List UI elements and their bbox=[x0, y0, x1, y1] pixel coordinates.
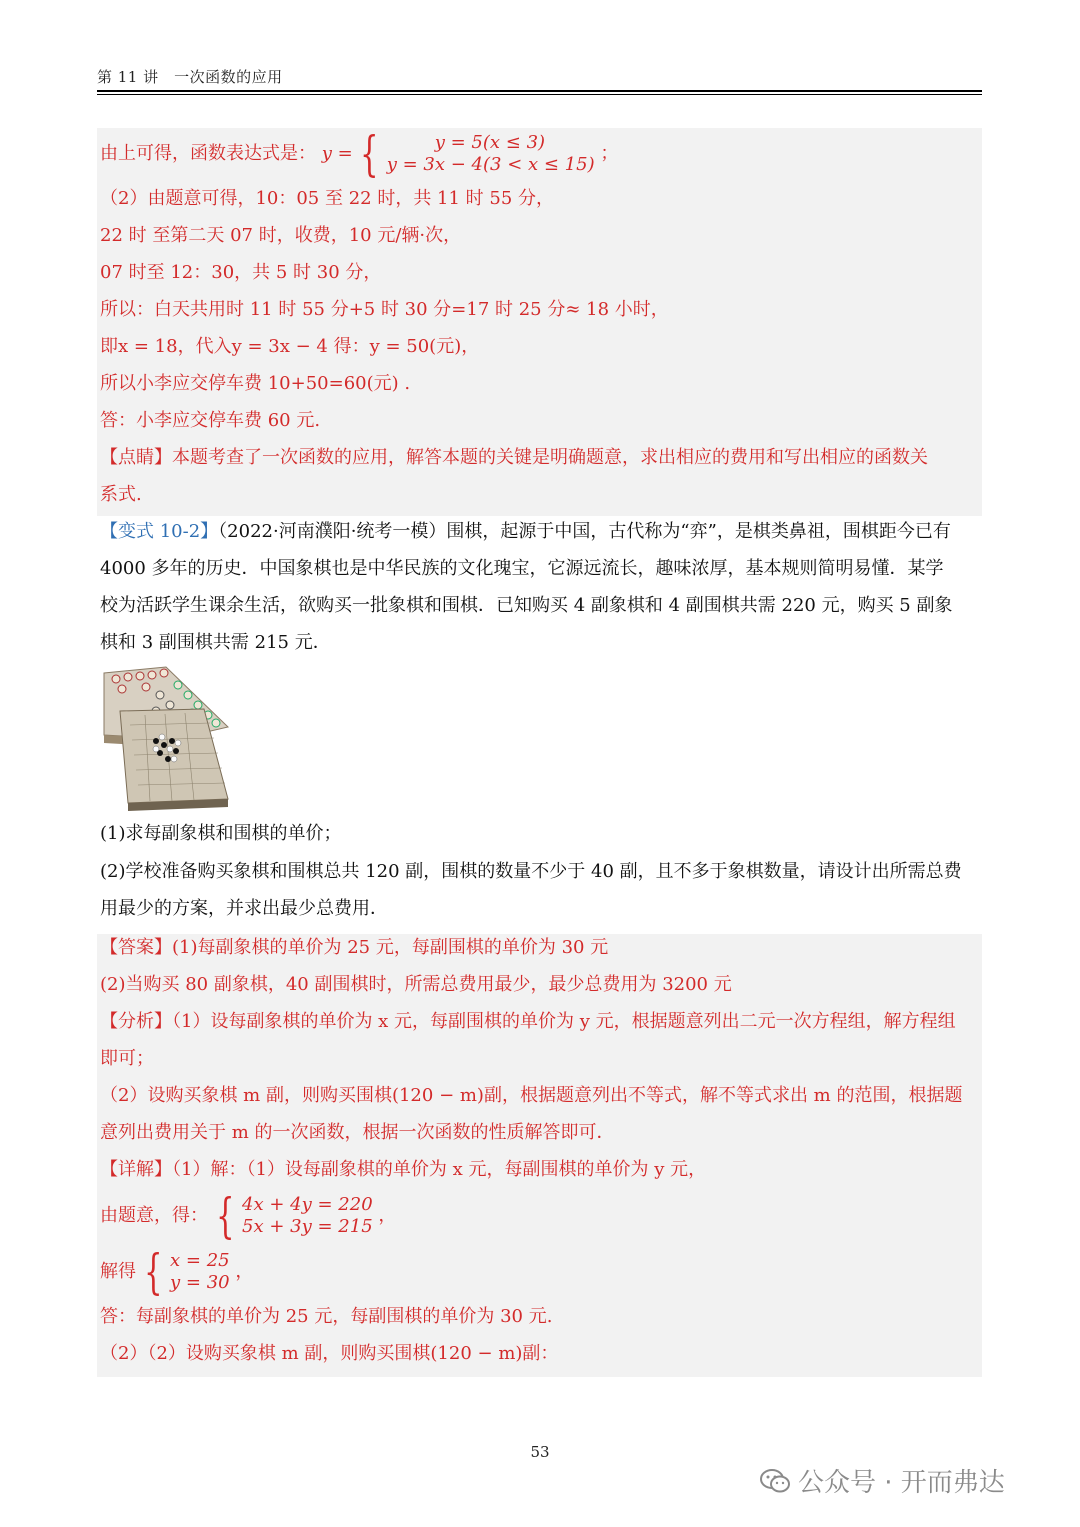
solution-system: 解得 { x = 25 y = 30 ， bbox=[100, 1244, 254, 1300]
answer-tag: 【答案】 bbox=[100, 937, 172, 958]
text-line: 07 时至 12：30，共 5 时 30 分， bbox=[100, 262, 382, 283]
watermark-text: 公众号 · 开而弗达 bbox=[798, 1468, 1005, 1498]
comment-line: 【点睛】本题考查了一次函数的应用，解答本题的关键是明确题意，求出相应的费用和写出相应的函数关 bbox=[100, 447, 928, 468]
detail-tag: 【详解】 bbox=[100, 1159, 172, 1180]
detail-answer: 答：每副象棋的单价为 25 元，每副围棋的单价为 30 元. bbox=[100, 1306, 553, 1327]
answer-line-1: 【答案】(1)每副象棋的单价为 25 元，每副围棋的单价为 30 元 bbox=[100, 937, 609, 958]
text-line: 所以：白天共用时 11 时 55 分+5 时 30 分=17 时 25 分≈ 18 小时， bbox=[100, 299, 669, 320]
question-1: (1)求每副象棋和围棋的单价； bbox=[100, 823, 342, 844]
page-number: 53 bbox=[530, 1443, 550, 1461]
variant-tag: 【变式 10-2】 bbox=[100, 521, 219, 542]
problem-line: 4000 多年的历史．中国象棋也是中华民族的文化瑰宝，它源远流长，趣味浓厚，基本规则简明易懂．某学 bbox=[100, 558, 944, 579]
problem-line: 校为活跃学生课余生活，欲购买一批象棋和围棋．已知购买 4 副象棋和 4 副围棋共需 220 元，购买 5 副象 bbox=[100, 595, 953, 616]
detail-line-1: 【详解】（1）解：（1）设每副象棋的单价为 x 元，每副围棋的单价为 y 元， bbox=[100, 1159, 707, 1180]
problem-line: 棋和 3 副围棋共需 215 元． bbox=[100, 632, 331, 653]
header-rule-thin bbox=[97, 94, 982, 95]
answer-line-2: (2)当购买 80 副象棋，40 副围棋时，所需总费用最少，最少总费用为 3200 元 bbox=[100, 974, 732, 995]
equation-system: 由题意，得： { 4x + 4y = 220 5x + 3y = 215 ， bbox=[100, 1188, 397, 1244]
question-2-cont: 用最少的方案，并求出最少总费用． bbox=[100, 898, 388, 919]
analysis-tag: 【分析】 bbox=[100, 1011, 172, 1032]
watermark bbox=[760, 1462, 1005, 1499]
text-line: 系式. bbox=[100, 484, 142, 505]
chess-boards-image bbox=[100, 665, 232, 811]
text-line: 所以小李应交停车费 10+50=60(元) . bbox=[100, 373, 411, 394]
analysis-line-3: （2）设购买象棋 m 副，则购买围棋(120 − m)副，根据题意列出不等式，解不等式求出 m 的范围，根据题 bbox=[100, 1085, 963, 1106]
text-line: 即x = 18，代入y = 3x − 4 得：y = 50(元)， bbox=[100, 336, 480, 357]
solution-x: x = 25 bbox=[170, 1250, 230, 1271]
analysis-line-1: 【分析】（1）设每副象棋的单价为 x 元，每副围棋的单价为 y 元，根据题意列出二元一次方程组，解方程组 bbox=[100, 1011, 956, 1032]
equation-1: 4x + 4y = 220 bbox=[242, 1194, 373, 1215]
question-2: (2)学校准备购买象棋和围棋总共 120 副，围棋的数量不少于 40 副，且不多于象棋数量，请设计出所需总费 bbox=[100, 861, 962, 882]
text-line: 答：小李应交停车费 60 元. bbox=[100, 410, 321, 431]
function-expression-line: 由上可得，函数表达式是： y = { y = 5(x ≤ 3) y = 3x − 4(3 < x ≤ 15) ； bbox=[100, 126, 619, 182]
equation-2: 5x + 3y = 215 bbox=[242, 1216, 373, 1237]
problem-line: 【变式 10-2】（2022·河南濮阳·统考一模）围棋，起源于中国，古代称为“弈”，是棋类鼻祖，围棋距今已有 bbox=[100, 521, 951, 542]
text-line: 22 时 至第二天 07 时，收费，10 元/辆·次， bbox=[100, 225, 462, 246]
case-2: y = 3x − 4(3 < x ≤ 15) bbox=[386, 154, 595, 175]
detail-line-2: （2）（2）设购买象棋 m 副，则购买围棋(120 − m)副： bbox=[100, 1343, 559, 1364]
analysis-line-2: 即可； bbox=[100, 1048, 154, 1069]
case-1: y = 5(x ≤ 3) bbox=[434, 132, 546, 153]
solution-y: y = 30 bbox=[170, 1272, 230, 1293]
header-rule-thick bbox=[97, 90, 982, 92]
page-header: 第 11 讲 一次函数的应用 bbox=[97, 68, 283, 86]
comment-tag: 【点睛】 bbox=[100, 447, 172, 468]
text-line: （2）由题意可得，10：05 至 22 时，共 11 时 55 分， bbox=[100, 188, 555, 209]
wechat-icon bbox=[760, 1468, 790, 1494]
analysis-line-4: 意列出费用关于 m 的一次函数，根据一次函数的性质解答即可． bbox=[100, 1122, 615, 1143]
